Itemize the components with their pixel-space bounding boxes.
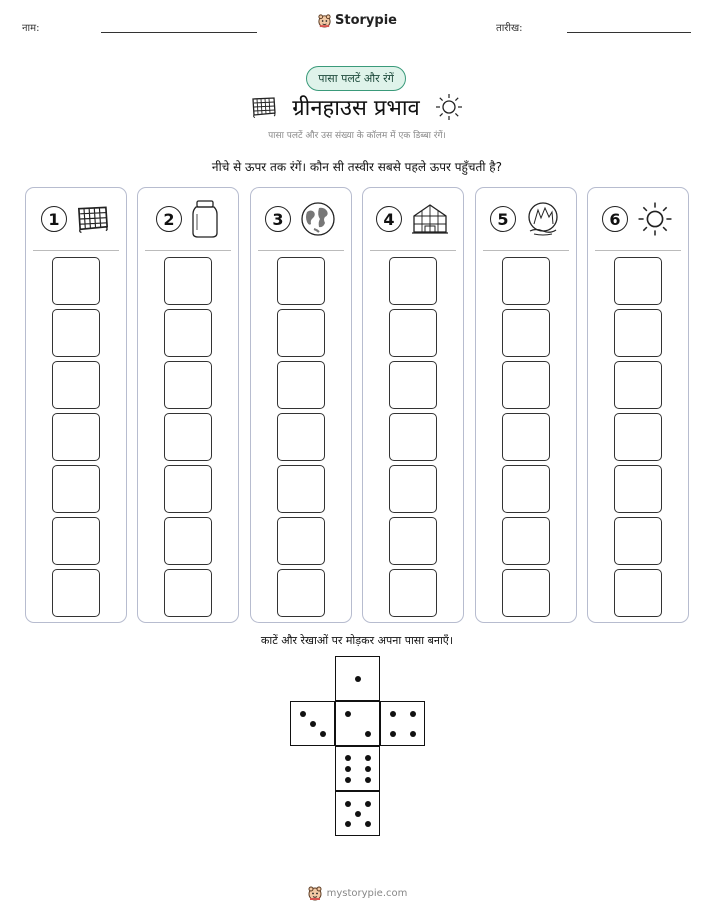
color-box[interactable] [389,413,437,461]
color-box[interactable] [502,257,550,305]
color-box[interactable] [389,257,437,305]
die-face-6 [335,746,380,791]
storypie-mascot-icon [317,13,332,28]
color-box[interactable] [277,309,325,357]
column-number: 4 [376,206,402,232]
color-box[interactable] [277,361,325,409]
pip [345,777,351,783]
pip [410,731,416,737]
column-1 [25,187,127,623]
pip [310,721,316,727]
pip [365,755,371,761]
color-box[interactable] [52,569,100,617]
activity-badge: पासा पलटें और रंगें [306,66,406,91]
color-box[interactable] [389,465,437,513]
blanket-icon [250,95,278,119]
color-box[interactable] [52,257,100,305]
pip [320,731,326,737]
column-number: 1 [41,206,67,232]
date-line[interactable] [567,32,691,33]
die-face-1 [335,656,380,701]
footer-url[interactable]: mystorypie.com [326,887,408,899]
die-face-4 [380,701,425,746]
color-box[interactable] [389,569,437,617]
name-label: नाम: [22,23,40,34]
color-box[interactable] [164,309,212,357]
pip [345,711,351,717]
column-5 [475,187,577,623]
color-box[interactable] [614,465,662,513]
column-4 [362,187,464,623]
color-box[interactable] [502,413,550,461]
column-number: 6 [602,206,628,232]
color-box[interactable] [52,517,100,565]
earth-icon [299,200,337,238]
color-box[interactable] [389,309,437,357]
color-box[interactable] [614,569,662,617]
color-box[interactable] [502,465,550,513]
greenhouse-icon [410,202,450,236]
brand-name: Storypie [335,13,397,28]
color-box[interactable] [614,309,662,357]
color-box[interactable] [277,257,325,305]
column-2 [137,187,239,623]
color-box[interactable] [164,465,212,513]
column-number: 3 [265,206,291,232]
color-box[interactable] [164,361,212,409]
die-face-5 [335,791,380,836]
sun-icon [434,92,464,122]
pip [390,731,396,737]
column-6 [587,187,689,623]
title-text: ग्रीनहाउस प्रभाव [292,96,420,121]
color-box[interactable] [277,413,325,461]
color-box[interactable] [614,517,662,565]
pip [300,711,306,717]
blanket-icon [75,203,111,235]
color-box[interactable] [52,413,100,461]
color-box[interactable] [52,465,100,513]
brand-logo [0,13,714,32]
melting-ice-icon [524,200,562,238]
pip [345,821,351,827]
name-line[interactable] [101,32,257,33]
pip [365,801,371,807]
color-box[interactable] [164,517,212,565]
color-box[interactable] [614,257,662,305]
color-box[interactable] [389,517,437,565]
color-box[interactable] [614,361,662,409]
color-box[interactable] [502,361,550,409]
pip [355,676,361,682]
die-face-2 [335,701,380,746]
columns-grid [25,187,690,623]
pip [365,731,371,737]
color-box[interactable] [52,361,100,409]
cut-instruction: काटें और रेखाओं पर मोड़कर अपना पासा बनाएँ। [260,634,454,647]
jar-icon [190,199,220,239]
subtitle: पासा पलटें और उस संख्या के कॉलम में एक डिब्बा रंगें। [268,131,446,141]
column-3 [250,187,352,623]
storypie-mascot-icon [307,885,323,901]
color-box[interactable] [389,361,437,409]
color-box[interactable] [164,257,212,305]
pip [345,755,351,761]
pip [390,711,396,717]
date-label: तारीख: [496,23,523,34]
pip [410,711,416,717]
color-box[interactable] [277,569,325,617]
color-box[interactable] [164,569,212,617]
color-box[interactable] [164,413,212,461]
pip [365,777,371,783]
pip [355,811,361,817]
footer [0,885,714,901]
column-number: 5 [490,206,516,232]
color-box[interactable] [614,413,662,461]
color-box[interactable] [277,517,325,565]
pip [345,766,351,772]
pip [365,766,371,772]
page-title [0,92,714,122]
instruction: नीचे से ऊपर तक रंगें। कौन सी तस्वीर सबसे पहले ऊपर पहुँचती है? [211,160,503,174]
die-face-3 [290,701,335,746]
sun-icon [636,200,674,238]
color-box[interactable] [502,309,550,357]
color-box[interactable] [502,569,550,617]
pip [365,821,371,827]
color-box[interactable] [502,517,550,565]
pip [345,801,351,807]
column-number: 2 [156,206,182,232]
color-box[interactable] [277,465,325,513]
color-box[interactable] [52,309,100,357]
